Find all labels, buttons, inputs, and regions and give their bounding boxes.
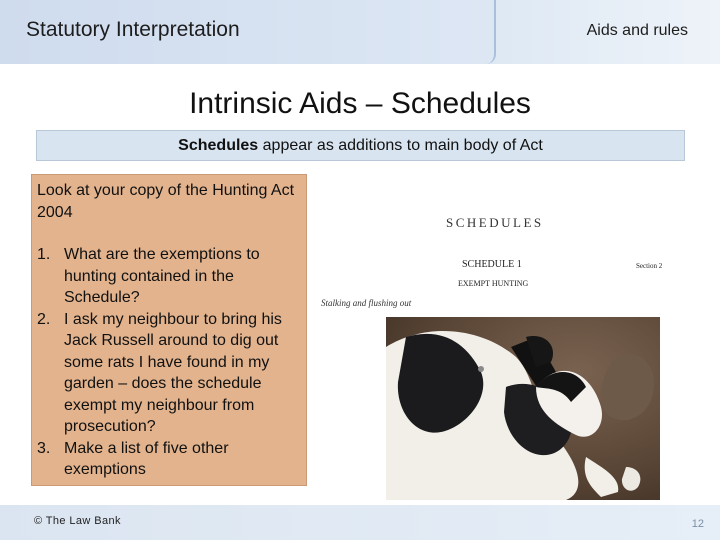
header-section-label: Aids and rules — [586, 22, 688, 39]
subtitle-bold: Schedules — [178, 137, 259, 154]
dog-illustration — [386, 317, 660, 500]
question-text: I ask my neighbour to bring his Jack Russell around to dig out some rats I have found in my garden – does the schedule exempt my neighbour from prosecution? — [64, 310, 282, 435]
document-schedule-label: SCHEDULE 1 — [462, 259, 522, 270]
task-intro: Look at your copy of the Hunting Act 2004 — [37, 182, 295, 221]
question-item — [37, 309, 300, 438]
page-number: 12 — [691, 518, 704, 530]
dog-and-rat-photo — [386, 317, 660, 500]
question-text: What are the exemptions to hunting contained in the Schedule? — [64, 246, 260, 306]
question-number: 2. — [37, 310, 51, 328]
question-text: Make a list of five other exemptions — [64, 439, 229, 478]
subtitle-box — [36, 130, 685, 161]
document-section-label: Section 2 — [636, 262, 663, 270]
document-exempt-label: EXEMPT HUNTING — [458, 279, 529, 288]
question-number: 3. — [37, 439, 51, 457]
question-item — [37, 438, 300, 481]
question-number: 1. — [37, 246, 51, 263]
footer-copyright: © The Law Bank — [34, 515, 121, 527]
document-caption: Stalking and flushing out — [321, 298, 412, 308]
task-box — [31, 174, 307, 486]
question-item — [37, 244, 300, 309]
slide-title: Intrinsic Aids – Schedules — [189, 87, 531, 120]
header-title: Statutory Interpretation — [26, 18, 240, 41]
subtitle-text: appear as additions to main body of Act — [258, 137, 543, 154]
question-list — [37, 244, 300, 481]
document-heading: SCHEDULES — [446, 215, 544, 230]
